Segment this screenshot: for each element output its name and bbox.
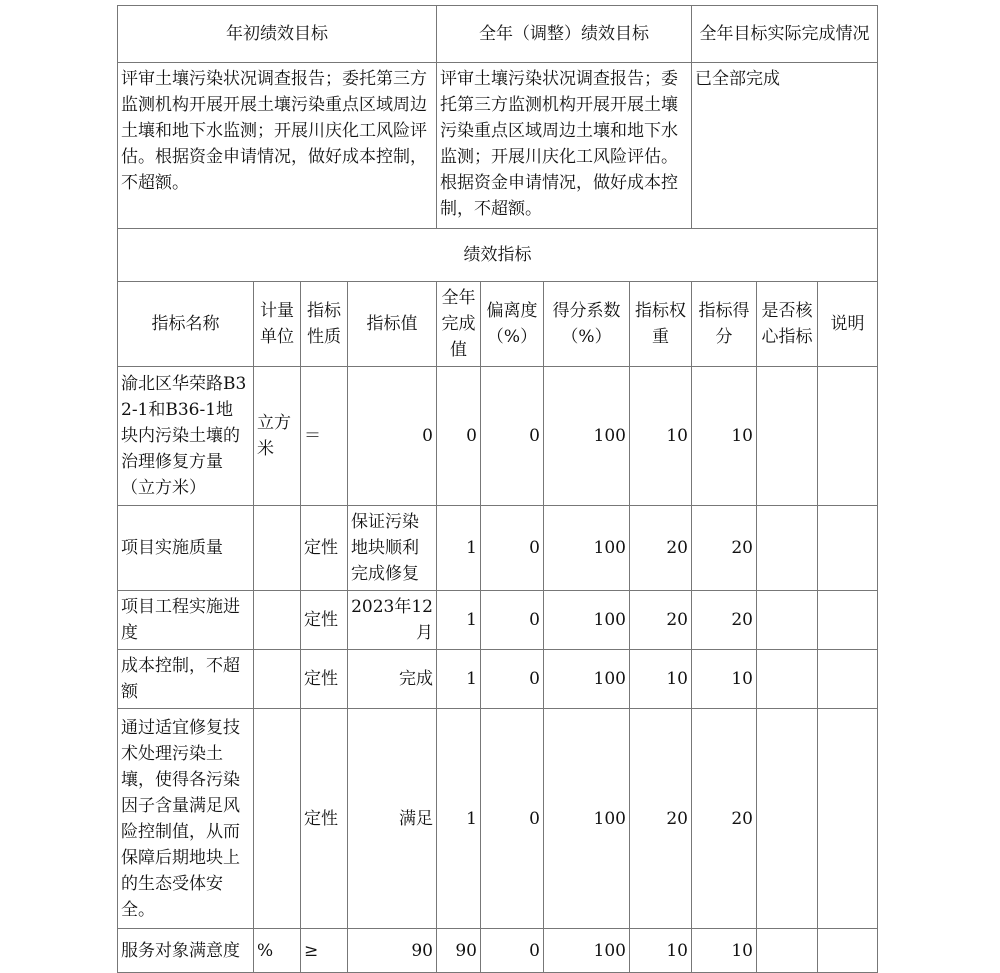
indicator-score: 20 <box>692 591 757 650</box>
indicator-core <box>757 929 818 973</box>
indicator-name: 项目实施质量 <box>118 506 254 591</box>
indicator-unit <box>254 709 301 929</box>
indicator-name: 渝北区华荣路B32-1和B36-1地块内污染土壤的治理修复方量（立方米） <box>118 367 254 506</box>
indicator-note <box>818 367 878 506</box>
indicator-weight: 10 <box>630 650 692 709</box>
indicator-coefficient: 100 <box>544 929 630 973</box>
indicator-weight: 10 <box>630 929 692 973</box>
indicators-header-row <box>118 282 878 367</box>
indicator-nature: 定性 <box>301 709 348 929</box>
indicator-score: 20 <box>692 709 757 929</box>
table-row <box>118 591 878 650</box>
indicator-completed: 1 <box>437 591 481 650</box>
indicator-unit: % <box>254 929 301 973</box>
header-score: 指标得分 <box>692 282 757 367</box>
indicator-value: 完成 <box>348 650 437 709</box>
indicator-core <box>757 367 818 506</box>
header-value: 指标值 <box>348 282 437 367</box>
indicator-coefficient: 100 <box>544 367 630 506</box>
indicator-score: 10 <box>692 367 757 506</box>
indicator-coefficient: 100 <box>544 506 630 591</box>
table-row <box>118 650 878 709</box>
indicator-nature: 定性 <box>301 591 348 650</box>
indicator-deviation: 0 <box>481 709 544 929</box>
header-completed: 全年完成值 <box>437 282 481 367</box>
goals-header-row <box>118 6 878 63</box>
header-note: 说明 <box>818 282 878 367</box>
table-row <box>118 367 878 506</box>
indicator-score: 10 <box>692 650 757 709</box>
indicator-unit <box>254 506 301 591</box>
indicator-note <box>818 591 878 650</box>
indicator-deviation: 0 <box>481 929 544 973</box>
performance-table <box>117 5 878 973</box>
indicator-value: 保证污染地块顺利完成修复 <box>348 506 437 591</box>
indicator-name: 服务对象满意度 <box>118 929 254 973</box>
header-core: 是否核心指标 <box>757 282 818 367</box>
indicator-coefficient: 100 <box>544 709 630 929</box>
indicator-name: 通过适宜修复技术处理污染土壤，使得各污染因子含量满足风险控制值，从而保障后期地块上的生态受体安全。 <box>118 709 254 929</box>
indicator-nature: 定性 <box>301 650 348 709</box>
initial-goal-header: 年初绩效目标 <box>118 6 437 63</box>
header-coefficient: 得分系数（%） <box>544 282 630 367</box>
indicator-core <box>757 591 818 650</box>
indicator-core <box>757 650 818 709</box>
indicator-value: 2023年12月 <box>348 591 437 650</box>
indicator-weight: 10 <box>630 367 692 506</box>
indicator-core <box>757 506 818 591</box>
indicator-deviation: 0 <box>481 591 544 650</box>
indicator-score: 20 <box>692 506 757 591</box>
indicator-unit: 立方米 <box>254 367 301 506</box>
indicator-weight: 20 <box>630 709 692 929</box>
indicator-completed: 0 <box>437 367 481 506</box>
initial-goal-text: 评审土壤污染状况调查报告；委托第三方监测机构开展开展土壤污染重点区域周边土壤和地下水监测；开展川庆化工风险评估。根据资金申请情况，做好成本控制，不超额。 <box>118 63 437 229</box>
indicator-completed: 90 <box>437 929 481 973</box>
indicator-nature: 定性 <box>301 506 348 591</box>
table-row <box>118 506 878 591</box>
indicator-completed: 1 <box>437 650 481 709</box>
indicator-deviation: 0 <box>481 650 544 709</box>
table-row <box>118 929 878 973</box>
adjusted-goal-text: 评审土壤污染状况调查报告；委托第三方监测机构开展开展土壤污染重点区域周边土壤和地下水监测；开展川庆化工风险评估。根据资金申请情况，做好成本控制，不超额。 <box>437 63 692 229</box>
actual-completion-header: 全年目标实际完成情况 <box>692 6 878 63</box>
header-deviation: 偏离度（%） <box>481 282 544 367</box>
indicator-name: 成本控制，不超额 <box>118 650 254 709</box>
indicator-unit <box>254 650 301 709</box>
indicator-score: 10 <box>692 929 757 973</box>
indicator-nature: ＝ <box>301 367 348 506</box>
indicators-title-row <box>118 229 878 282</box>
indicator-core <box>757 709 818 929</box>
indicator-deviation: 0 <box>481 367 544 506</box>
indicator-note <box>818 709 878 929</box>
table-row <box>118 709 878 929</box>
indicator-value: 满足 <box>348 709 437 929</box>
indicator-note <box>818 650 878 709</box>
indicator-value: 0 <box>348 367 437 506</box>
header-unit: 计量单位 <box>254 282 301 367</box>
indicator-note <box>818 929 878 973</box>
indicator-value: 90 <box>348 929 437 973</box>
indicator-name: 项目工程实施进度 <box>118 591 254 650</box>
indicators-section-title: 绩效指标 <box>118 229 878 282</box>
indicator-coefficient: 100 <box>544 650 630 709</box>
header-name: 指标名称 <box>118 282 254 367</box>
goals-content-row <box>118 63 878 229</box>
indicator-nature: ≥ <box>301 929 348 973</box>
indicator-weight: 20 <box>630 591 692 650</box>
actual-completion-text: 已全部完成 <box>692 63 878 229</box>
header-nature: 指标性质 <box>301 282 348 367</box>
indicator-note <box>818 506 878 591</box>
indicator-completed: 1 <box>437 506 481 591</box>
indicator-unit <box>254 591 301 650</box>
indicator-coefficient: 100 <box>544 591 630 650</box>
indicator-weight: 20 <box>630 506 692 591</box>
indicator-completed: 1 <box>437 709 481 929</box>
adjusted-goal-header: 全年（调整）绩效目标 <box>437 6 692 63</box>
indicator-deviation: 0 <box>481 506 544 591</box>
header-weight: 指标权重 <box>630 282 692 367</box>
